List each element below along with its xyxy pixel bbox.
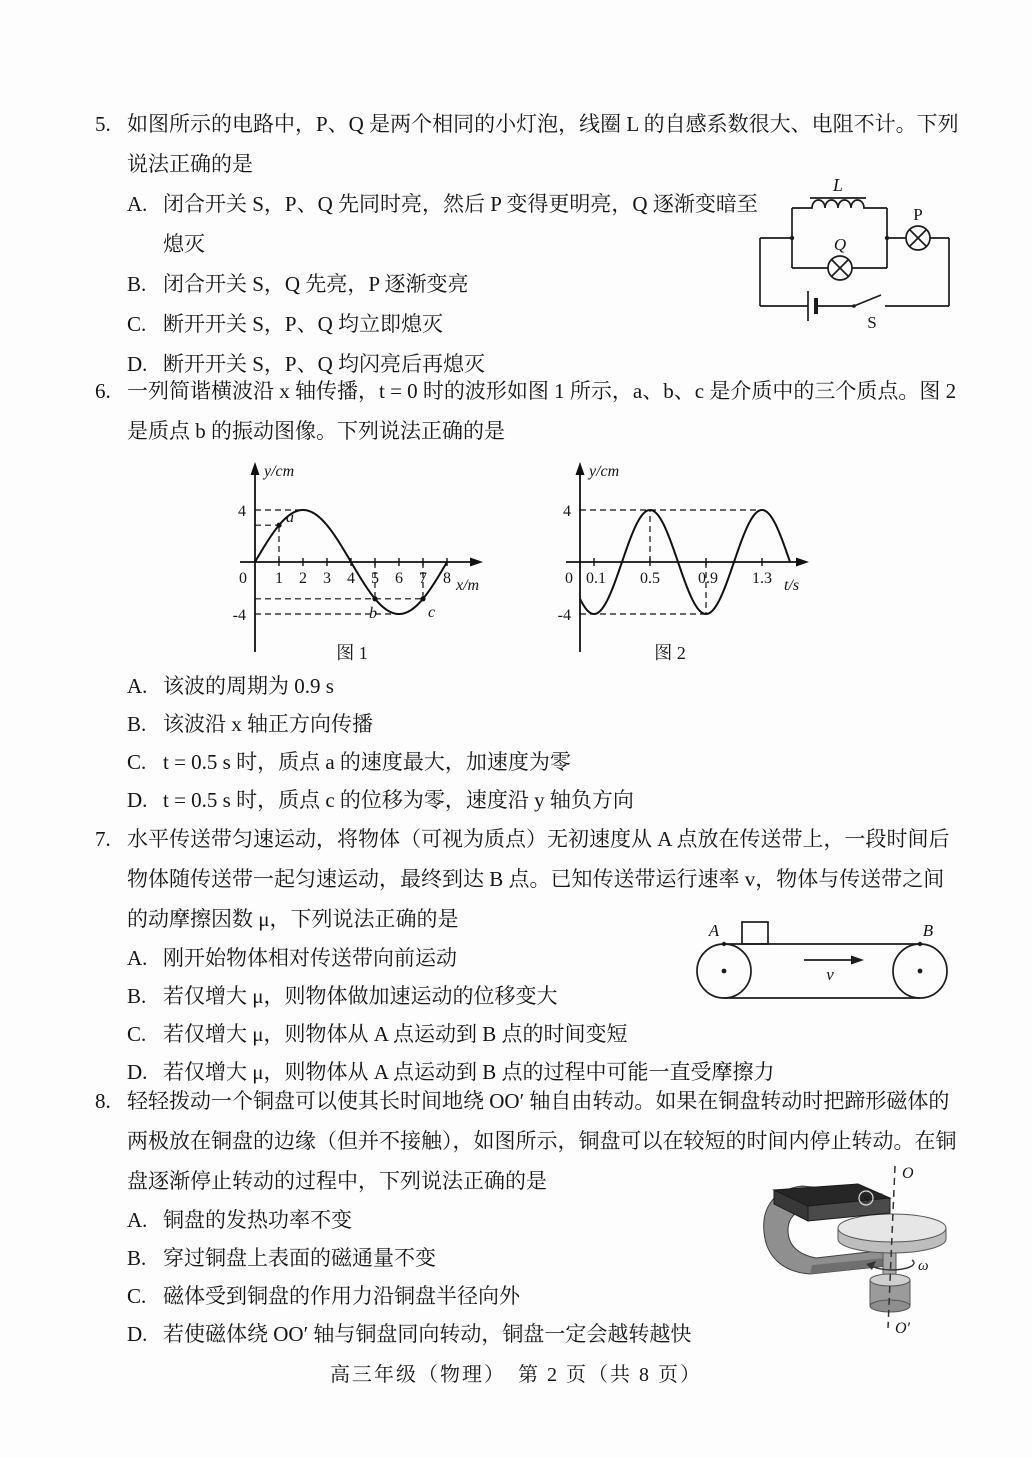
belt-v-label: v [826,965,834,984]
option-c [127,743,975,781]
option-label: B. [127,984,147,1008]
point-c-label: c [428,604,436,621]
wave-figure-1 [200,452,510,667]
switch-label: S [867,313,877,332]
bulb-q-label: Q [833,235,847,254]
question-8-options [127,1201,767,1353]
belt-a-label: A [708,921,720,940]
option-text: 断开开关 S，P、Q 均闪亮后再熄灭 [163,352,486,376]
point-b-label: b [369,605,377,622]
magnet-pole-s-label: S [863,1194,869,1206]
option-label: B. [127,712,147,736]
question-stem-text: 如图所示的电路中，P、Q 是两个相同的小灯泡，线圈 L 的自感系数很大、电阻不计。下列说法正确的是 [127,112,959,176]
x-tick: 5 [371,570,379,587]
y-tick-0: 0 [565,570,573,587]
option-label: C. [127,750,147,774]
option-label: B. [127,1246,147,1270]
question-number: 6. [95,379,111,403]
x-tick: 4 [347,570,355,587]
question-5-options [127,184,773,384]
option-c [127,1277,767,1315]
y-tick-0: 0 [239,570,247,587]
option-label: B. [127,272,147,296]
y-axis-label: y/cm [589,463,620,480]
question-number: 5. [95,112,111,136]
x-tick: 0.5 [640,570,660,587]
point-a-label: a [286,509,294,526]
option-label: D. [127,788,148,812]
x-tick: 2 [299,570,307,587]
omega-label: ω [918,1258,929,1274]
option-text: 磁体受到铜盘的作用力沿铜盘半径向外 [163,1284,520,1308]
option-label: A. [127,1208,148,1232]
option-text: t = 0.5 s 时，质点 a 的速度最大，加速度为零 [163,750,571,774]
question-6 [95,371,975,819]
x-tick: 3 [323,570,331,587]
option-text: t = 0.5 s 时，质点 c 的位移为零，速度沿 y 轴负方向 [163,788,634,812]
magnet-disc-illustration [762,1160,962,1338]
wave-figures-row [200,452,975,667]
option-label: C. [127,1022,147,1046]
y-axis-label: y/cm [264,463,295,480]
option-text: 闭合开关 S，Q 先亮，P 逐渐变亮 [163,272,469,296]
question-5-stem [95,104,975,184]
x-tick: 1 [275,570,283,587]
y-tick-neg4: -4 [557,607,571,624]
option-b [127,705,975,743]
figure-1-caption: 图 1 [336,643,368,663]
option-text: 若仅增大 μ，则物体从 A 点运动到 B 点的过程中可能一直受摩擦力 [163,1060,775,1084]
axis-o-prime-label: O′ [895,1320,911,1337]
option-label: D. [127,1322,148,1346]
option-text: 若仅增大 μ，则物体做加速运动的位移变大 [163,984,558,1008]
y-tick-4: 4 [238,503,246,520]
option-d [127,781,975,819]
magnet-figure [762,1160,962,1344]
option-text: 闭合开关 S，P、Q 先同时亮，然后 P 变得更明亮，Q 逐渐变暗至熄灭 [163,192,758,256]
option-c [127,304,773,344]
option-text: 该波的周期为 0.9 s [163,674,334,698]
circuit-figure [752,176,957,342]
axis-o-label: O [902,1165,914,1182]
oscillation-figure-2 [520,452,820,667]
conveyor-diagram [686,914,958,1019]
question-number: 7. [95,827,111,851]
option-label: A. [127,192,148,216]
option-text: 若仅增大 μ，则物体从 A 点运动到 B 点的时间变短 [163,1022,628,1046]
option-label: A. [127,674,148,698]
question-stem-text: 轻轻拨动一个铜盘可以使其长时间地绕 OO′ 轴自由转动。如果在铜盘转动时把蹄形磁体的两极放在铜盘的边缘（但并不接触），如图所示，铜盘可以在较短的时间内停止转动。在铜盘逐渐停止转动的过程中，下列说法正确的是 [127,1089,957,1193]
question-stem-text: 一列简谐横波沿 x 轴传播，t = 0 时的波形如图 1 所示，a、b、c 是介质中的三个质点。图 2 是质点 b 的振动图像。下列说法正确的是 [127,379,957,443]
option-a [127,667,975,705]
x-tick: 0.9 [698,570,718,587]
bulb-p-label: P [913,205,923,224]
x-tick: 0.1 [586,570,606,587]
option-label: C. [127,312,147,336]
option-text: 若使磁体绕 OO′ 轴与铜盘同向转动，铜盘一定会越转越快 [163,1322,692,1346]
question-stem-text: 水平传送带匀速运动，将物体（可视为质点）无初速度从 A 点放在传送带上，一段时间后物体随传送带一起匀速运动，最终到达 B 点。已知传送带运行速率 v，物体与传送带之间的动摩擦因数 μ，下列说法正确的是 [127,827,950,931]
option-a [127,184,773,264]
option-b [127,1239,767,1277]
x-tick: 6 [395,570,403,587]
y-tick-neg4: -4 [232,607,246,624]
option-text: 刚开始物体相对传送带向前运动 [163,946,457,970]
inductor-label: L [832,176,844,195]
question-6-options [127,667,975,819]
x-axis-label: x/m [456,577,480,594]
option-d [127,1315,767,1353]
option-text: 该波沿 x 轴正方向传播 [163,712,373,736]
option-text: 断开开关 S，P、Q 均立即熄灭 [163,312,444,336]
belt-b-label: B [922,921,934,940]
circuit-diagram [752,176,957,336]
option-text: 铜盘的发热功率不变 [163,1208,352,1232]
page-footer: 高三年级（物理） 第 2 页（共 8 页） [330,1364,702,1386]
question-6-stem [95,371,975,451]
conveyor-figure [686,914,958,1025]
option-label: A. [127,946,148,970]
question-number: 8. [95,1089,111,1113]
option-b [127,264,773,304]
x-tick: 1.3 [752,570,772,587]
x-axis-label: t/s [784,577,800,594]
figure-2-caption: 图 2 [654,643,686,663]
option-label: D. [127,352,148,376]
x-tick: 7 [419,570,427,587]
option-label: D. [127,1060,148,1084]
y-tick-4: 4 [563,503,571,520]
x-tick: 8 [443,570,451,587]
option-a [127,1201,767,1239]
option-label: C. [127,1284,147,1308]
option-text: 穿过铜盘上表面的磁通量不变 [163,1246,436,1270]
